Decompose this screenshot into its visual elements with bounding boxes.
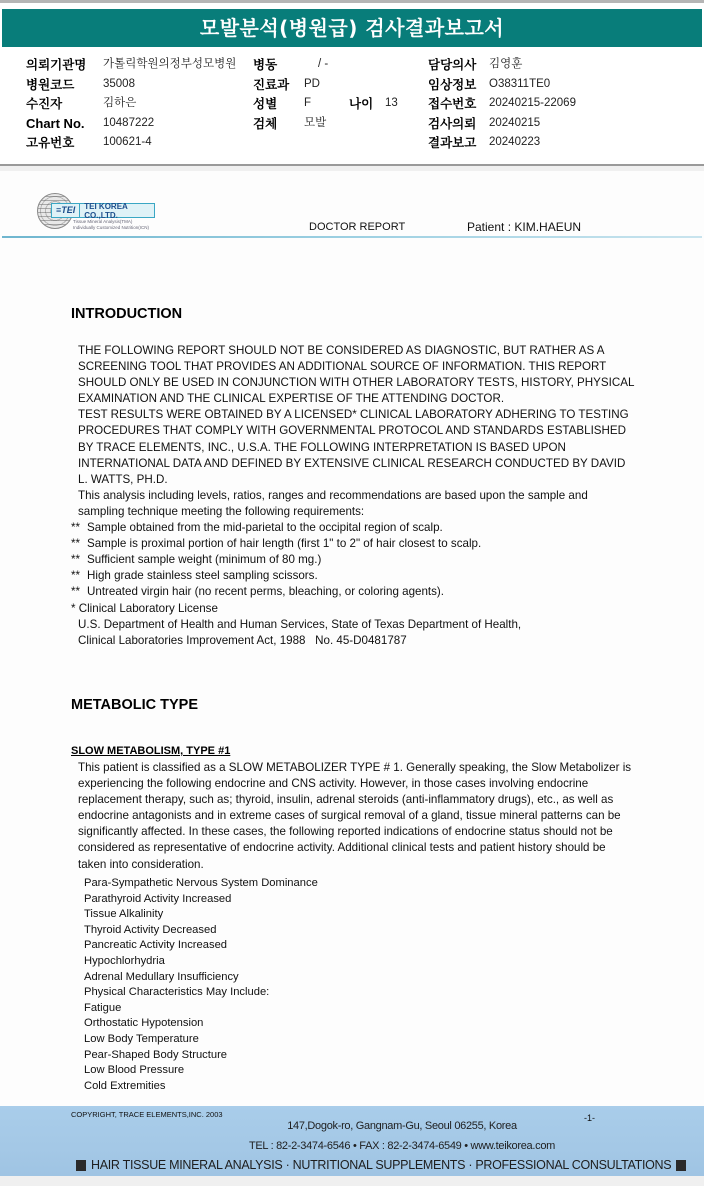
patient-info-column-2 [253, 55, 328, 133]
info-label: 접수번호 [428, 96, 477, 111]
logo-company-name: TEI KOREA CO.,LTD. [84, 201, 128, 220]
patient-name-label: Patient : KIM.HAEUN [467, 220, 582, 234]
doc-type-label: DOCTOR REPORT [309, 221, 406, 233]
info-row-unique-no [26, 133, 236, 153]
info-value: O38311TE0 [489, 77, 551, 90]
info-row-receipt-no [428, 94, 576, 114]
requirement-text: Sample obtained from the mid-parietal to the occipital region of scalp. [87, 521, 443, 535]
patient-info-column-4 [428, 55, 576, 153]
info-label: 병원코드 [26, 76, 75, 92]
info-row-sex [253, 94, 328, 114]
intro-paragraph-2 [71, 407, 636, 487]
requirement-item [71, 520, 636, 536]
info-label: 검사의뢰 [428, 115, 477, 131]
indication-item: Low Blood Pressure [84, 1064, 185, 1077]
requirement-text: Sample is proximal portion of hair length (first 1" to 2" of hair closest to scalp. [87, 537, 482, 551]
info-label: 검체 [253, 115, 278, 131]
square-bullet-icon [76, 1160, 86, 1171]
requirement-bullet: ** [71, 585, 81, 599]
info-row-institution [26, 55, 236, 75]
indication-item: Cold Extremities [84, 1079, 166, 1092]
logo-tei-mark: ≡TEI [52, 204, 80, 217]
info-row-specimen [253, 114, 328, 134]
report-title: 모발분석(병원급) 검사결과보고서 [2, 9, 702, 47]
paragraph-text: This analysis including levels, ratios, ranges and recommendations are based upon the sample and sampling technique meeting the following requirements: [78, 488, 588, 518]
info-value: 가톨릭학원의정부성모병원 [103, 58, 237, 70]
info-value: 100621-4 [103, 136, 152, 148]
requirement-bullet: ** [71, 521, 81, 535]
logo-subtitle [73, 219, 149, 230]
paragraph-text: TEST RESULTS WERE OBTAINED BY A LICENSED* CLINICAL LABORATORY ADHERING TO TESTING PROCEDURES THAT COMPLY WITH GOVERNMENTAL PROTOCOL AND STANDARDS ESTABLISHED BY TRACE ELEMENTS, INC., U.S.A. THE FOLLOWING INTERPRETATION IS BASED UPON INTERNATIONAL DATA AND DEFINED BY EXTENSIVE CLINICAL RESEARCH CONDUCTED BY DAVID L. WATTS, PH.D. [78, 408, 629, 486]
metabolic-indications-list [84, 876, 318, 1094]
info-row-hospital-code [26, 75, 236, 95]
license-title: * Clinical Laboratory License [71, 601, 218, 615]
info-row-request-date [428, 114, 576, 134]
info-label: 나이 [349, 96, 374, 111]
license-line: Clinical Laboratories Improvement Act, 1988 No. 45-D0481787 [78, 633, 407, 647]
paragraph-text: THE FOLLOWING REPORT SHOULD NOT BE CONSIDERED AS DIAGNOSTIC, BUT RATHER AS A SCREENING TOOL THAT PROVIDES AN ADDITIONAL SOURCE OF INFORMATION. THIS REPORT SHOULD ONLY BE USED IN CONJUNCTION WITH OTHER LABORATORY TESTS, HISTORY, PHYSICAL EXAMINATION AND THE CLINICAL EXPERTISE OF THE ATTENDING DOCTOR. [78, 344, 634, 406]
info-row-department [253, 75, 328, 95]
indication-item: Para-Sympathetic Nervous System Dominance [84, 877, 318, 889]
info-value: 20240215 [489, 116, 541, 129]
info-label: 임상정보 [428, 76, 477, 92]
top-rule [0, 0, 704, 3]
info-label: 수진자 [26, 96, 63, 111]
info-label: 고유번호 [26, 135, 75, 150]
info-value: 13 [385, 97, 398, 109]
metabolic-subheading: SLOW METABOLISM, TYPE #1 [71, 745, 231, 757]
footer-address: 147,Dogok-ro, Gangnam-Gu, Seoul 06255, Korea [287, 1120, 517, 1132]
indication-item: Fatigue [84, 1001, 122, 1014]
services-text: HAIR TISSUE MINERAL ANALYSIS · NUTRITIONAL SUPPLEMENTS · PROFESSIONAL CONSULTATIONS [91, 1158, 672, 1172]
paragraph-text: This patient is classified as a SLOW METABOLIZER TYPE # 1. Generally speaking, the Slow Metabolizer is experiencing the following endocrine and CNS activity. However, in those cases involving endocrine replacement therapy, such as; thyroid, insulin, adrenal steroids (anti-inflammatory drugs), etc., as well as endocrine antagonists and in extreme cases of surgical removal of a gland, tissue mineral patterns can be significantly affected. In these cases, the following reported indications of endocrine status should not be considered as representative of endocrine activity. Additional clinical tests and patient history should be taken into consideration. [78, 761, 632, 871]
logo-box [51, 203, 155, 218]
logo-subtitle-line: Individually Customized Nutrition(ICN) [73, 224, 150, 230]
info-value: 김영훈 [489, 58, 523, 70]
requirement-item [71, 568, 636, 584]
info-label: 병동 [253, 57, 278, 72]
requirement-bullet: ** [71, 569, 81, 583]
info-row-patient [26, 94, 236, 114]
info-row-report-date [428, 133, 576, 153]
indication-item: Parathyroid Activity Increased [84, 892, 232, 905]
info-row-ward [253, 55, 328, 75]
info-value: / - [318, 58, 329, 70]
requirement-text: Untreated virgin hair (no recent perms, bleaching, or coloring agents). [87, 585, 445, 599]
info-value: 35008 [103, 77, 135, 90]
bottom-band [0, 1176, 704, 1186]
info-label: 진료과 [253, 76, 290, 92]
indication-item: Physical Characteristics May Include: [84, 986, 270, 999]
indication-item: Tissue Alkalinity [84, 908, 164, 921]
intro-paragraph-1 [71, 343, 636, 407]
indication-item: Hypochlorhydria [84, 954, 165, 967]
indication-item: Pancreatic Activity Increased [84, 939, 228, 952]
info-value: 김하은 [103, 97, 137, 109]
info-value: 20240223 [489, 136, 541, 148]
footer-copyright: COPYRIGHT, TRACE ELEMENTS,INC. 2003 [71, 1110, 223, 1119]
info-value: PD [304, 77, 320, 90]
requirement-text: Sufficient sample weight (minimum of 80 mg.) [87, 553, 322, 567]
requirement-text: High grade stainless steel sampling scissors. [87, 569, 318, 583]
tei-korea-logo [37, 193, 162, 233]
info-row-clinical-info [428, 75, 576, 95]
info-row-chart-no [26, 114, 236, 134]
info-value: F [304, 97, 312, 109]
square-bullet-icon [676, 1160, 686, 1171]
info-label: 성별 [253, 96, 278, 111]
introduction-heading: INTRODUCTION [71, 306, 183, 322]
logo-subtitle-line: Tissue Mineral Analysis(TMA) [73, 219, 133, 224]
license-line: U.S. Department of Health and Human Services, State of Texas Department of Health, [78, 617, 522, 631]
info-row-age [349, 94, 398, 114]
metabolic-type-heading: METABOLIC TYPE [71, 697, 199, 713]
footer-contact: TEL : 82-2-3474-6546 • FAX : 82-2-3474-6549 • www.teikorea.com [248, 1140, 556, 1152]
header-rule [2, 236, 702, 238]
patient-info-column-3 [349, 94, 398, 114]
footer-services [71, 1158, 691, 1172]
info-value: 모발 [304, 116, 327, 129]
requirement-item [71, 584, 636, 600]
requirement-bullet: ** [71, 537, 81, 551]
info-value: 10487222 [103, 116, 155, 129]
metabolic-description [71, 760, 636, 873]
info-label: 담당의사 [428, 57, 477, 72]
info-label: 결과보고 [428, 135, 477, 150]
requirement-item [71, 552, 636, 568]
info-row-doctor [428, 55, 576, 75]
indication-item: Pear-Shaped Body Structure [84, 1048, 228, 1061]
requirement-bullet: ** [71, 553, 81, 567]
indication-item: Low Body Temperature [84, 1032, 199, 1045]
page-number: -1- [584, 1113, 595, 1123]
report-footer [0, 1106, 704, 1176]
info-value: 20240215-22069 [489, 97, 576, 109]
indication-item: Orthostatic Hypotension [84, 1017, 204, 1030]
intro-paragraph-3 [71, 488, 636, 520]
info-label: 의뢰기관명 [26, 57, 87, 72]
patient-info-column-1 [26, 55, 236, 153]
indication-item: Thyroid Activity Decreased [84, 923, 217, 936]
info-label: Chart No. [26, 115, 85, 131]
indication-item: Adrenal Medullary Insufficiency [84, 970, 239, 983]
introduction-body [71, 343, 636, 649]
requirement-item [71, 536, 636, 552]
